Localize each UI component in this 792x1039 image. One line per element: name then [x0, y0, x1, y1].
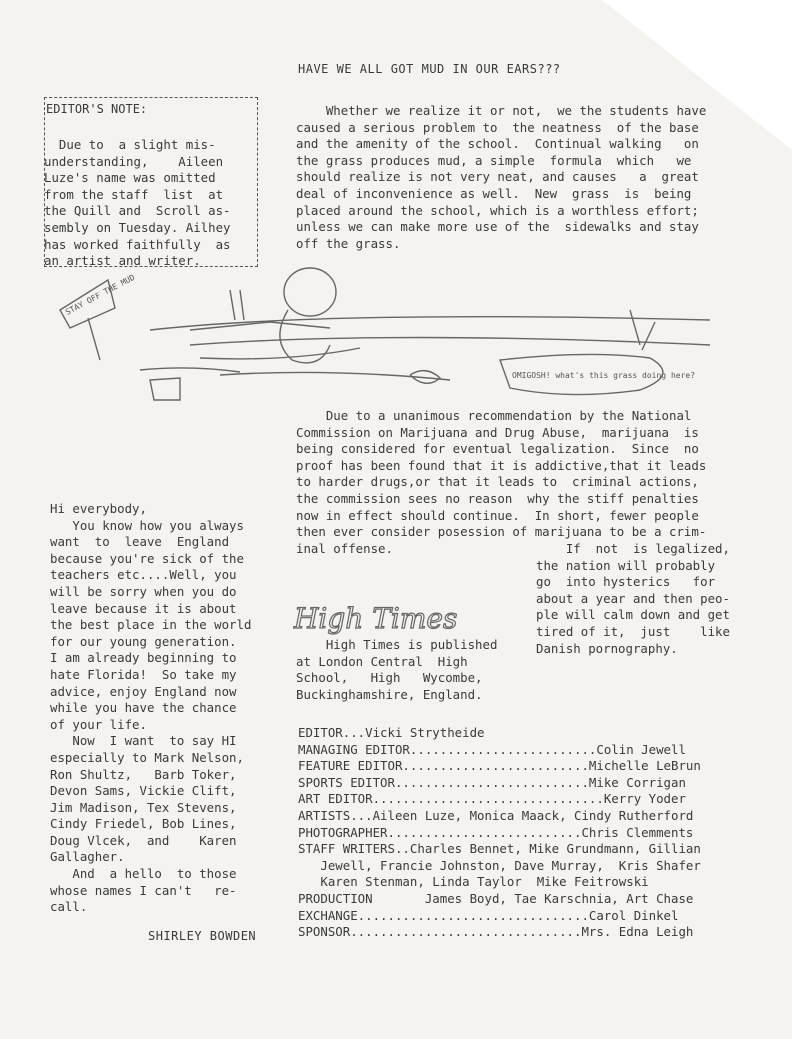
- sign-text: STAY OFF THE MUD: [63, 272, 137, 317]
- editors-note-title: EDITOR'S NOTE:: [46, 102, 148, 116]
- headline: HAVE WE ALL GOT MUD IN OUR EARS???: [298, 62, 561, 76]
- letter-signature: SHIRLEY BOWDEN: [148, 929, 257, 943]
- high-times-logo: [290, 592, 505, 642]
- boy-in-mud-icon: [190, 268, 336, 363]
- svg-text:High Times: High Times: [294, 602, 458, 635]
- mud-cartoon: [30, 250, 720, 410]
- lead-article: Whether we realize it or not, we the students have caused a serious problem to the neatness of the base and the amenity of the school. Continual walking on the grass produces mud, a simple formula which we should realize is not very neat, and causes a great deal of inconvenience as well. New grass is being placed around the school, which is a worthless effort; unless we can make more use of the sidewalks and stay off the grass.: [296, 103, 707, 251]
- letter-to-students: Hi everybody, You know how you always want to leave England because you're sick of the teachers etc....Well, you will be sorry when you do leave because it is about the best place in the world for our young generation. I am already beginning to hate Florida! So take my advice, enjoy England now while you have the chance of your life. Now I want to say HI especially to Mark Nelson, Ron Shultz, Barb Toker, Devon Sams, Vickie Clift, Jim Madison, Tex Stevens, Cindy Friedel, Bob Lines, Doug Vlcek, and Karen Gallagher. And a hello to those whose names I can't re- call.: [50, 501, 252, 915]
- commission-article-continued: If not is legalized, the nation will probably go into hysterics for about a year and then peo- ple will calm down and get tired of it, just like Danish pornography.: [536, 541, 730, 656]
- staff-list: EDITOR...Vicki Strytheide MANAGING EDITOR.........................Colin Jewell FEATURE EDITOR.........................Michelle LeBrun SPORTS EDITOR..........................Mike Corrigan ART EDITOR...............................Kerry Yoder ARTISTS...Aileen Luze, Monica Maack, Cindy Rutherford PHOTOGRAPHER..........................Chris Clemments STAFF WRITERS..Charles Bennet, Mike Grundmann, Gillian Jewell, Francie Johnston, Dave Murray, Kris Shafer Karen Stenman, Linda Taylor Mike Feitrowski PRODUCTION James Boyd, Tae Karschnia, Art Chase EXCHANGE...............................Carol Dinkel SPONSOR...............................Mrs. Edna Leigh: [298, 725, 701, 940]
- masthead-note: High Times is published at London Central High School, High Wycombe, Buckinghamshire, England.: [296, 637, 498, 702]
- sign-icon: [60, 273, 136, 360]
- speech-bubble-text: OMIGOSH! what's this grass doing here?: [512, 371, 696, 380]
- speech-bubble-icon: [500, 354, 695, 394]
- editors-note-body: Due to a slight mis- understanding, Aileen Luze's name was omitted from the staff list at the Quill and Scroll as- sembly on Tuesday. Ailhey has worked faithfully as an artist and writer.: [44, 137, 231, 269]
- commission-article: Due to a unanimous recommendation by the National Commission on Marijuana and Drug Abuse, marijuana is being considered for eventual legalization. Since no proof has been found that it is addictive,that it leads to harder drugs,or that it leads to criminal actions, the commission sees no reason why the stiff penalties now in effect should continue. In short, fewer people then ever consider posession of marijuana to be a crim- inal offense.: [296, 408, 707, 556]
